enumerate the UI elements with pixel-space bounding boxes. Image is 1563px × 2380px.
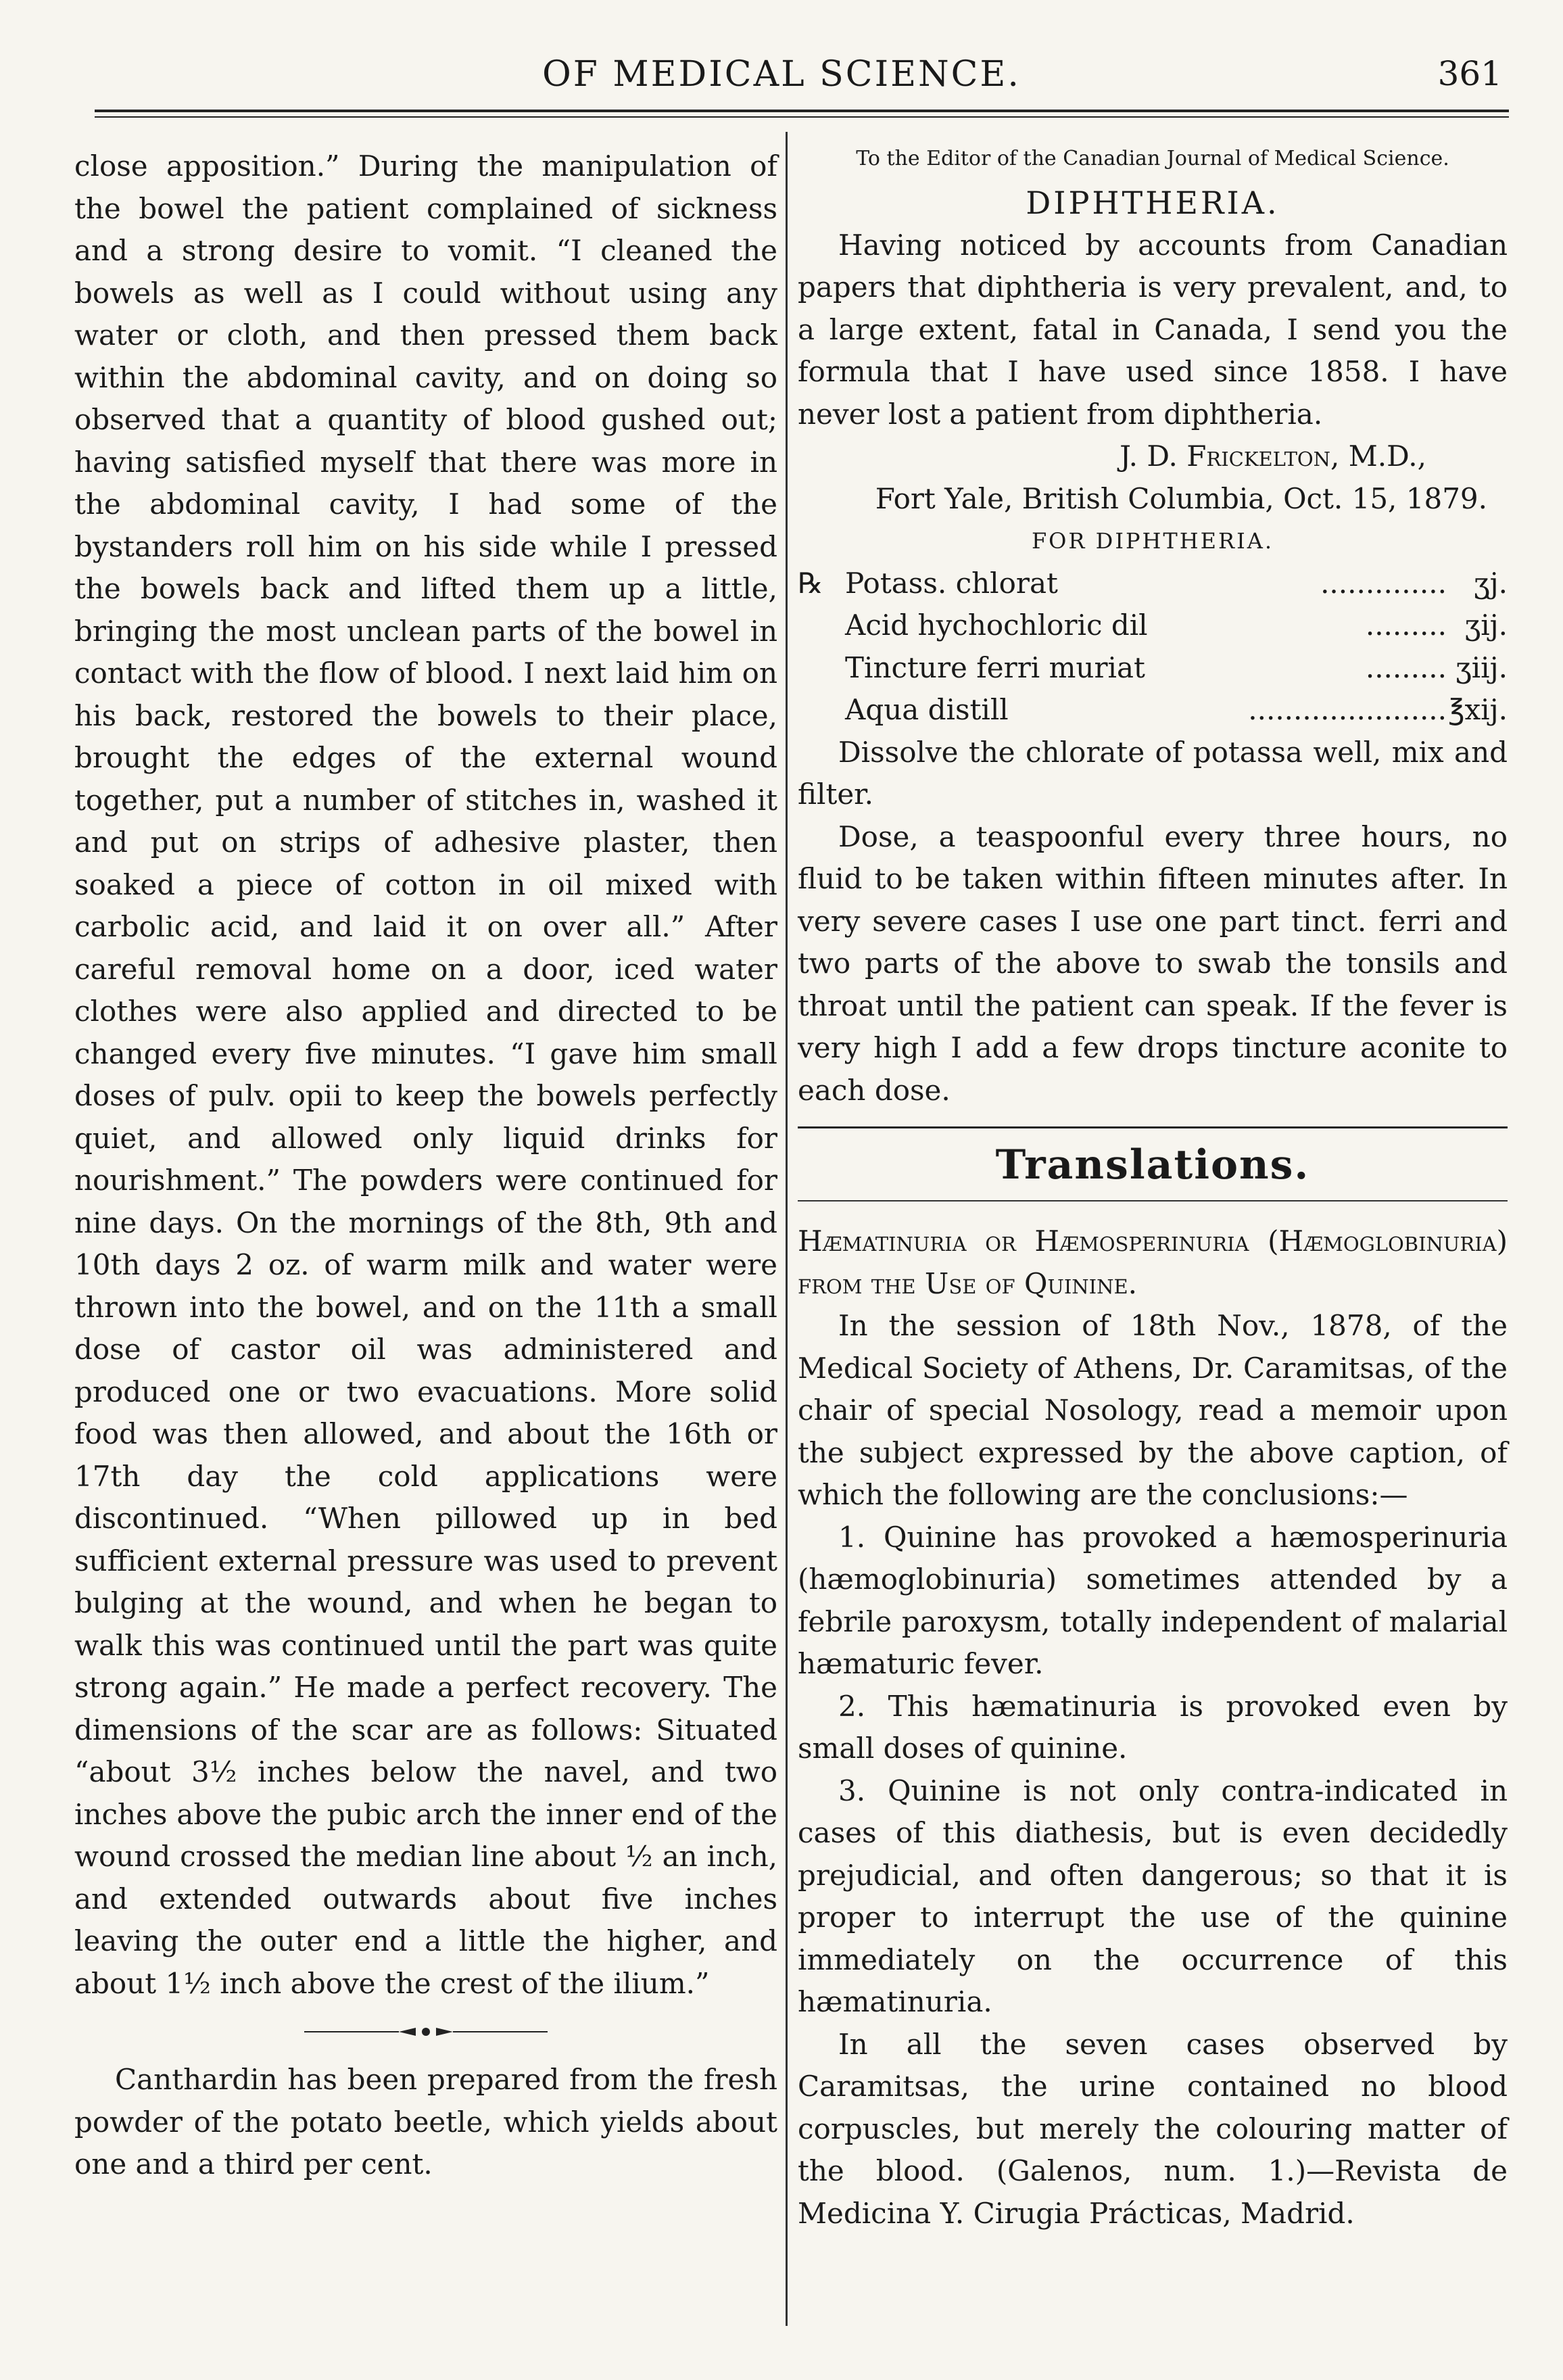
- ingredient-quantity: ʒiij.: [1456, 650, 1508, 684]
- recipe-symbol: ℞: [798, 566, 823, 600]
- prescription-instructions-2: Dose, a teaspoonful every three hours, no fluid to be taken within fifteen minutes after. In very severe cases I use one part tinct. ferri and two parts of the above to swab the tonsils and throat until the patient can speak. If the fever is very high I add a few drops tincture aconite to each dose.: [798, 819, 1508, 1107]
- ingredient-quantity: ʒij.: [1464, 609, 1508, 642]
- letter-signature: J. D. Frickelton, M.D.,: [1120, 439, 1426, 473]
- ingredient-quantity: ℥xij.: [1448, 693, 1508, 726]
- editor-note: To the Editor of the Canadian Journal of Medical Science.: [856, 147, 1449, 170]
- letter-body: Having noticed by accounts from Canadian papers that diphtheria is very prevalent, and, to a large extent, fatal in Canada, I send you the formula that I have used since 1858. I have never lost a patient from diphtheria.: [798, 228, 1508, 431]
- prescription-line: [798, 563, 1508, 605]
- section-title: Translations.: [995, 1141, 1310, 1189]
- running-header: [61, 54, 1502, 101]
- section-flourish: [304, 2025, 548, 2039]
- left-paragraph-2: Canthardin has been prepared from the fresh powder of the potato beetle, which yields about one and a third per cent.: [74, 2063, 777, 2181]
- conclusion-3: 3. Quinine is not only contra-indicated in cases of this diathesis, but is even decidedly prejudicial, and often dangerous; so that it is proper to interrupt the use of the quinine immediately on the occurrence of this hæmatinuria.: [798, 1774, 1508, 2018]
- leader-dots: .........: [1365, 609, 1447, 642]
- page-number: 361: [1437, 54, 1502, 93]
- prescription-line: [798, 689, 1508, 732]
- letter-heading: DIPHTHERIA.: [1026, 185, 1280, 221]
- section-rule: [798, 1200, 1508, 1201]
- translation-intro: In the session of 18th Nov., 1878, of the Medical Society of Athens, Dr. Caramitsas, of the chair of special Nosology, read a memoir upon the subject expressed by the above caption, of which the following are the conclusions:—: [798, 1309, 1508, 1511]
- prescription-line: [798, 604, 1508, 647]
- ingredient-name: Aqua distill: [845, 693, 1009, 726]
- prescription-instructions-1: Dissolve the chlorate of potassa well, mix and filter.: [798, 735, 1508, 811]
- leader-dots: ......................: [1248, 693, 1447, 726]
- letter-place-date: Fort Yale, British Columbia, Oct. 15, 1879.: [875, 481, 1487, 515]
- ingredient-name: Tincture ferri muriat: [845, 650, 1145, 684]
- running-title: OF MEDICAL SCIENCE.: [542, 54, 1021, 95]
- leader-dots: .........: [1365, 650, 1447, 684]
- ingredient-name: Potass. chlorat: [845, 566, 1058, 600]
- formula-title: FOR DIPHTHERIA.: [1031, 528, 1274, 554]
- header-rule: [95, 110, 1509, 118]
- ingredient-name: Acid hychochloric dil: [845, 609, 1148, 642]
- column-divider: [786, 132, 788, 2326]
- ingredient-quantity: ʒj.: [1473, 566, 1508, 600]
- leader-dots: ..............: [1320, 566, 1447, 600]
- prescription: [798, 563, 1508, 732]
- section-rule: [798, 1126, 1508, 1128]
- translation-heading: Hæmatinuria or Hæmosperinuria (Hæmoglobinuria) from the Use of Quinine.: [798, 1224, 1508, 1300]
- prescription-line: [798, 647, 1508, 690]
- right-column: [798, 145, 1508, 2235]
- left-column: [74, 145, 777, 2186]
- conclusion-2: 2. This hæmatinuria is provoked even by small doses of quinine.: [798, 1689, 1508, 1765]
- conclusion-1: 1. Quinine has provoked a hæmosperinuria (hæmoglobinuria) sometimes attended by a febrile paroxysm, totally independent of malarial hæmaturic fever.: [798, 1520, 1508, 1680]
- translation-final-paragraph: In all the seven cases observed by Caramitsas, the urine contained no blood corpuscles, but merely the colouring matter of the blood. (Galenos, num. 1.)—Revista de Medicina Y. Cirugia Prácticas, Madrid.: [798, 2027, 1508, 2230]
- left-paragraph-1: close apposition.” During the manipulation of the bowel the patient complained of sickness and a strong desire to vomit. “I cleaned the bowels as well as I could without using any water or cloth, and then pressed them back within the abdominal cavity, and on doing so observed that a quantity of blood gushed out; having satisfied myself that there was more in the abdominal cavity, I had some of the bystanders roll him on his side while I pressed the bowels back and lifted them up a little, bringing the most unclean parts of the bowel in contact with the flow of blood. I next laid him on his back, restored the bowels to their place, brought the edges of the external wound together, put a number of stitches in, washed it and put on strips of adhesive plaster, then soaked a piece of cotton in oil mixed with carbolic acid, and laid it on over all.” After careful removal home on a door, iced water clothes were also applied and directed to be changed every five minutes. “I gave him small doses of pulv. opii to keep the bowels perfectly quiet, and allowed only liquid drinks for nourishment.” The powders were continued for nine days. On the mornings of the 8th, 9th and 10th days 2 oz. of warm milk and water were thrown into the bowel, and on the 11th a small dose of castor oil was administered and produced one or two evacuations. More solid food was then allowed, and about the 16th or 17th day the cold applications were discontinued. “When pillowed up in bed sufficient external pressure was used to prevent bulging at the wound, and when he began to walk this was continued until the part was quite strong again.” He made a perfect recovery. The dimensions of the scar are as follows: Situated “about 3½ inches below the navel, and two inches above the pubic arch the inner end of the wound crossed the median line about ½ an inch, and extended outwards about five inches leaving the outer end a little the higher, and about 1½ inch above the crest of the ilium.”: [74, 149, 777, 2000]
